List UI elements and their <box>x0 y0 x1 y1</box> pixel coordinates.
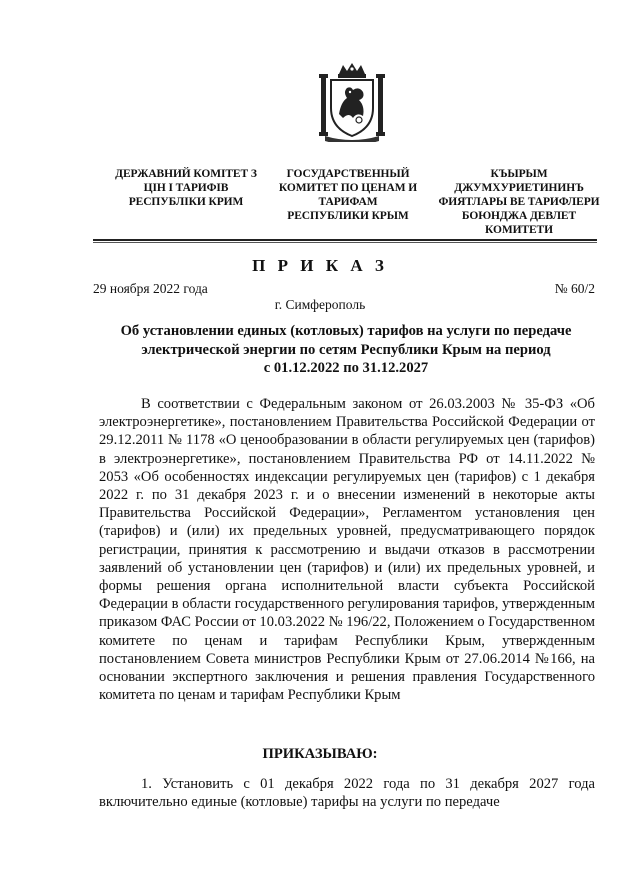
preamble-paragraph: В соответствии с Федеральным законом от 26.03.2003 № 35-ФЗ «Об электроэнергетике», постановлением Правительства Российской Федерации от 29.12.2011 № 1178 «О ценообразовании в области регулируемых цен (тарифов) в электроэнергетике», постановлением Правительства РФ от 14.11.2022 № 2053 «Об особенностях индексации регулируемых цен (тарифов) с 1 декабря 2022 г. по 31 декабря 2023 г. и о внесении изменений в некоторые акты Правительства Российской Федерации», Регламентом установления цен (тарифов) и (или) их предельных уровней, предусматривающего порядок регистрации, принятия к рассмотрению и выдачи отказов в рассмотрении заявлений об установлении цен (тарифов) и (или) их предельных уровней, и формы решения органа исполнительной власти субъекта Российской Федерации в области государственного регулирования тарифов, утвержденным приказом ФАС России от 10.03.2022 № 196/22, Положением о Государственном комитете по ценам и тарифам Республики Крым, утвержденным постановлением Совета министров Республики Крым от 27.06.2014 №166, на основании экспертного заключения и решения правления Государственного комитета по ценам и тарифам Республики Крым <box>99 396 595 704</box>
order-city: г. Симферополь <box>274 297 366 312</box>
order-title: П Р И К А З <box>252 256 388 275</box>
header-crimean-tatar: КЪЫРЫМ ДЖУМХУРИЕТИНИНЪ ФИЯТЛАРЫ ВЕ ТАРИФЛЕРИ БОЮНДЖА ДЕВЛЕТ КОМИТЕТИ <box>438 168 600 236</box>
order-subject-line: Об установлении единых (котловых) тарифов на услуги по передаче <box>120 323 572 339</box>
header-divider <box>93 239 597 241</box>
order-number: № 60/2 <box>554 281 595 296</box>
directive-heading: ПРИКАЗЫВАЮ: <box>262 746 378 762</box>
header-russian: ГОСУДАРСТВЕННЫЙ КОМИТЕТ ПО ЦЕНАМ И ТАРИФАМ РЕСПУБЛИКИ КРЫМ <box>278 168 418 222</box>
order-subject-line: с 01.12.2022 по 31.12.2027 <box>263 360 429 376</box>
order-subject <box>100 322 592 378</box>
coat-of-arms-emblem <box>319 62 385 142</box>
header-divider-thin <box>93 242 597 243</box>
header-ukrainian: ДЕРЖАВНИЙ КОМІТЕТ З ЦІН І ТАРИФІВ РЕСПУБЛІКИ КРИМ <box>115 168 257 208</box>
order-subject-line: электрической энергии по сетям Республики Крым на период <box>141 341 551 358</box>
order-date: 29 ноября 2022 года <box>93 281 208 296</box>
order-item-1: 1. Установить с 01 декабря 2022 года по 31 декабря 2027 года включительно единые (котловые) тарифы на услуги по передаче <box>99 776 595 811</box>
